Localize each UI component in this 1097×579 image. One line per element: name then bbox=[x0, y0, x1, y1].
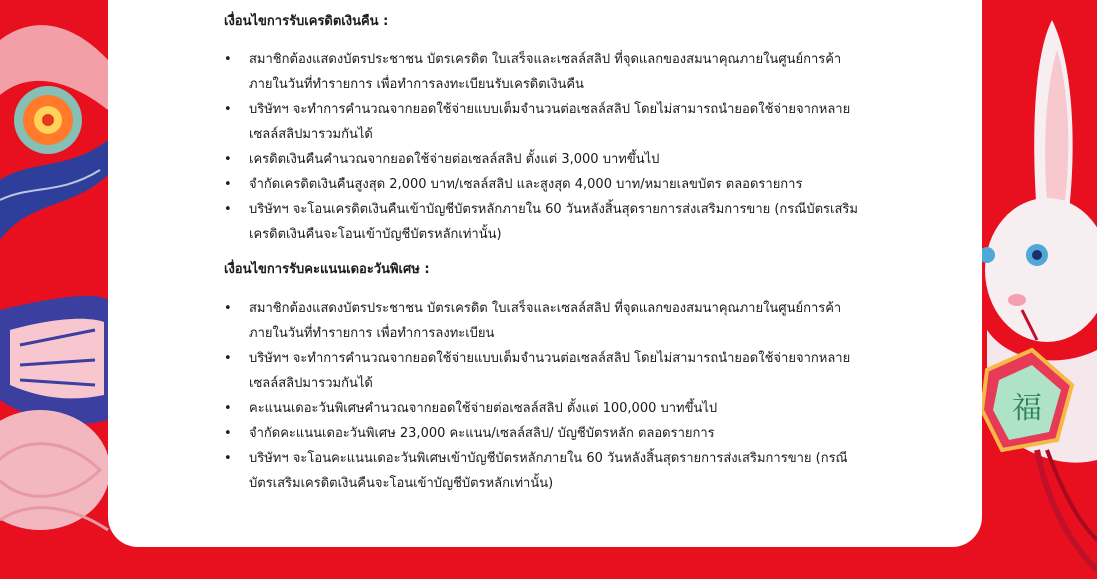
flower-icon bbox=[14, 86, 82, 154]
bonus-points-conditions-list bbox=[224, 296, 904, 496]
list-item bbox=[224, 97, 904, 147]
bullet: • bbox=[224, 152, 232, 167]
list-item-text: คะแนนเดอะวันพิเศษคำนวณจากยอดใช้จ่ายต่อเซลล์สลิป ตั้งแต่ 100,000 บาทขึ้นไป bbox=[249, 401, 718, 416]
bullet: • bbox=[224, 177, 232, 192]
bullet: • bbox=[224, 52, 232, 67]
list-item-text: บริษัทฯ จะทำการคำนวณจากยอดใช้จ่ายแบบเต็มจำนวนต่อเซลล์สลิป โดยไม่สามารถนำยอดใช้จ่ายจากหลาย เซลล์สลิปมารวมกันได้ bbox=[249, 351, 851, 391]
list-item bbox=[224, 296, 904, 346]
list-item bbox=[224, 396, 904, 421]
svg-text:福: 福 bbox=[1012, 391, 1042, 426]
list-item bbox=[224, 446, 904, 496]
conditions-content bbox=[224, 10, 904, 496]
list-item bbox=[224, 421, 904, 446]
left-decoration bbox=[0, 0, 112, 579]
cashback-conditions-list bbox=[224, 47, 904, 247]
list-item bbox=[224, 197, 904, 247]
list-item-text: จำกัดคะแนนเดอะวันพิเศษ 23,000 คะแนน/เซลล์สลิป/ บัญชีบัตรหลัก ตลอดรายการ bbox=[249, 426, 715, 441]
list-item bbox=[224, 147, 904, 172]
bullet: • bbox=[224, 401, 232, 416]
list-item-text: บริษัทฯ จะโอนเครดิตเงินคืนเข้าบัญชีบัตรหลักภายใน 60 วันหลังสิ้นสุดรายการส่งเสริมการขาย (กรณีบัตรเสริม เครดิตเงินคืนจะโอนเข้าบัญชีบัตรหลักเท่านั้น) bbox=[249, 202, 858, 242]
list-item-text: บริษัทฯ จะโอนคะแนนเดอะวันพิเศษเข้าบัญชีบัตรหลักภายใน 60 วันหลังสิ้นสุดรายการส่งเสริมการขาย (กรณี บัตรเสริมเครดิตเงินคืนจะโอนเข้าบัญชีบัตรหลักเท่านั้น) bbox=[249, 451, 848, 491]
list-item bbox=[224, 346, 904, 396]
list-item-text: บริษัทฯ จะทำการคำนวณจากยอดใช้จ่ายแบบเต็มจำนวนต่อเซลล์สลิป โดยไม่สามารถนำยอดใช้จ่ายจากหลาย เซลล์สลิปมารวมกันได้ bbox=[249, 102, 851, 142]
list-item-text: สมาชิกต้องแสดงบัตรประชาชน บัตรเครดิต ใบเสร็จและเซลล์สลิป ที่จุดแลกของสมนาคุณภายในศูนย์การค้า ภายในวันที่ทำรายการ เพื่อทำการลงทะเบียนรับเครดิตเงินคืน bbox=[249, 52, 842, 92]
conditions-card bbox=[108, 0, 982, 547]
bullet: • bbox=[224, 202, 232, 217]
bonus-points-conditions-heading: เงื่อนไขการรับคะแนนเดอะวันพิเศษ : bbox=[224, 262, 430, 277]
right-decoration bbox=[977, 0, 1097, 579]
bullet: • bbox=[224, 426, 232, 441]
list-item-text: เครดิตเงินคืนคำนวณจากยอดใช้จ่ายต่อเซลล์สลิป ตั้งแต่ 3,000 บาทขึ้นไป bbox=[249, 152, 660, 167]
cashback-conditions-heading: เงื่อนไขการรับเครดิตเงินคืน : bbox=[224, 14, 389, 29]
bullet: • bbox=[224, 102, 232, 117]
bullet: • bbox=[224, 351, 232, 366]
list-item bbox=[224, 172, 904, 197]
butterfly-icon bbox=[0, 296, 108, 424]
bullet: • bbox=[224, 451, 232, 466]
list-item-text: สมาชิกต้องแสดงบัตรประชาชน บัตรเครดิต ใบเสร็จและเซลล์สลิป ที่จุดแลกของสมนาคุณภายในศูนย์การค้า ภายในวันที่ทำรายการ เพื่อทำการลงทะเบียน bbox=[249, 301, 842, 341]
bullet: • bbox=[224, 301, 232, 316]
list-item bbox=[224, 47, 904, 97]
list-item-text: จำกัดเครดิตเงินคืนสูงสุด 2,000 บาท/เซลล์สลิป และสูงสุด 4,000 บาท/หมายเลขบัตร ตลอดรายการ bbox=[249, 177, 803, 192]
